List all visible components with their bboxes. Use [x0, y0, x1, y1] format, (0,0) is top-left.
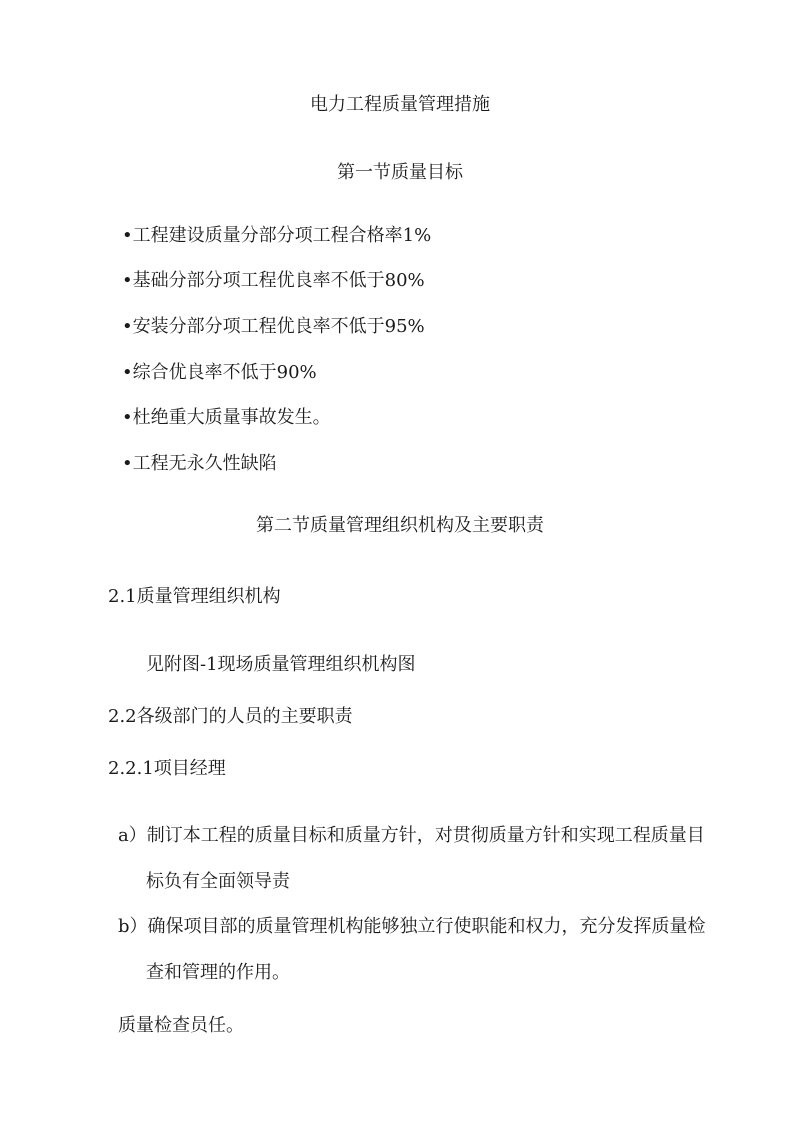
paragraph-text: 质量检查员任。	[118, 1015, 244, 1036]
duty-item-b-continued: 查和管理的作用。	[146, 962, 290, 983]
list-item: •工程建设质量分部分项工程合格率1%	[122, 225, 432, 246]
list-item: •杜绝重大质量事故发生。	[122, 407, 331, 428]
list-item: •安装分部分项工程优良率不低于95%	[122, 316, 425, 337]
subsection-heading-2-1: 2.1质量管理组织机构	[108, 586, 281, 607]
list-item: •基础分部分项工程优良率不低于80%	[122, 270, 425, 291]
duty-item-b: b）确保项目部的质量管理机构能够独立行使职能和权力，充分发挥质量检	[118, 916, 706, 937]
subsection-heading-2-2: 2.2各级部门的人员的主要职责	[108, 706, 353, 727]
section-heading-2: 第二节质量管理组织机构及主要职责	[256, 515, 544, 536]
document-title: 电力工程质量管理措施	[310, 94, 490, 115]
section-heading-1: 第一节质量目标	[337, 162, 463, 183]
duty-item-a-continued: 标负有全面领导责	[146, 871, 290, 892]
list-item: •综合优良率不低于90%	[122, 362, 317, 383]
duty-item-a: a）制订本工程的质量目标和质量方针，对贯彻质量方针和实现工程质量目	[118, 825, 705, 846]
figure-reference: 见附图-1现场质量管理组织机构图	[146, 654, 416, 675]
list-item: •工程无永久性缺陷	[122, 453, 277, 474]
subsection-heading-2-2-1: 2.2.1项目经理	[108, 758, 226, 779]
